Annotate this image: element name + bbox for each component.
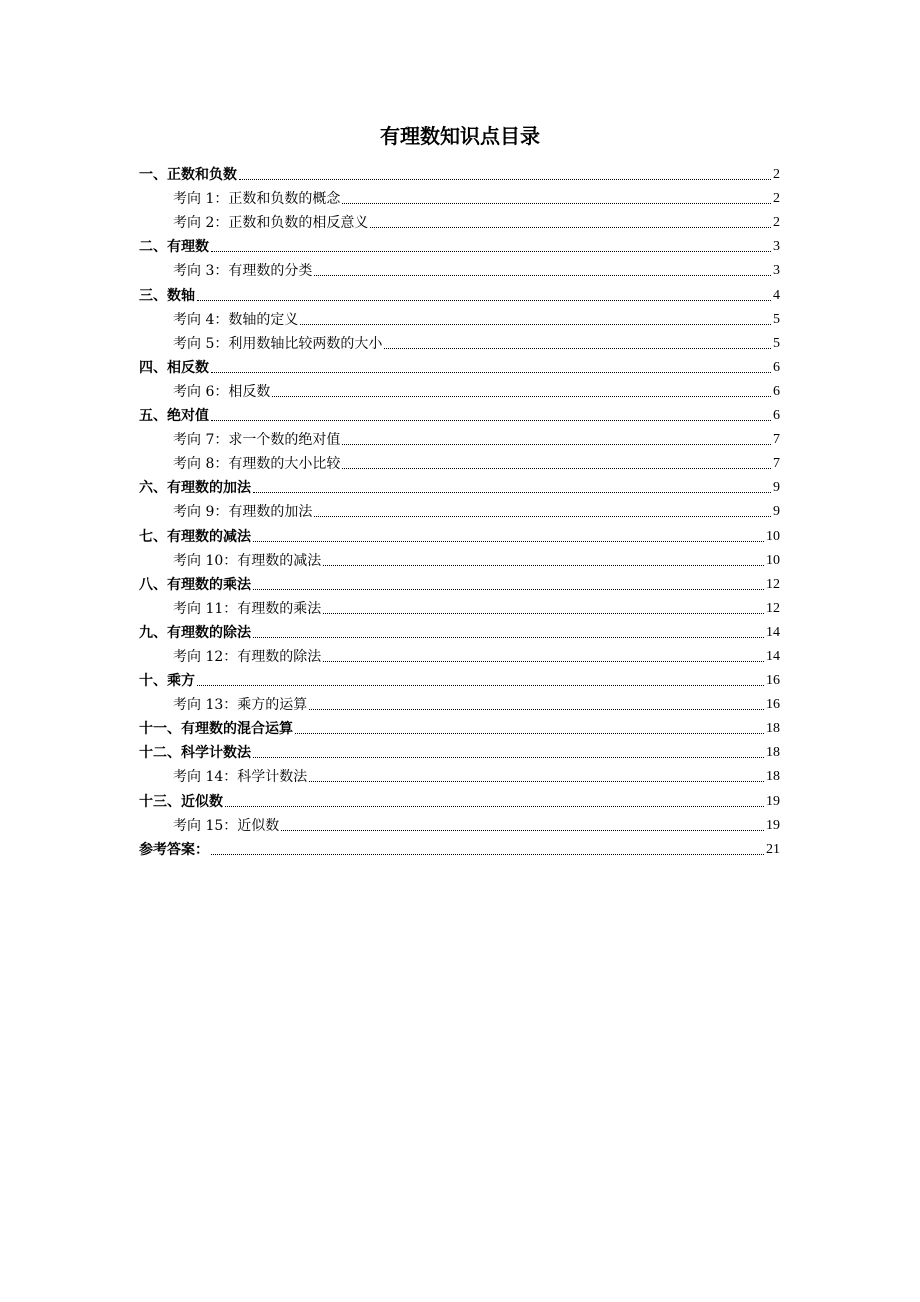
toc-page-number: 14 xyxy=(766,648,780,664)
toc-entry-label: 考向 4：数轴的定义 xyxy=(173,311,299,328)
dot-leader xyxy=(272,395,771,397)
toc-section-entry[interactable] xyxy=(139,835,780,859)
toc-entry-label: 十三、近似数 xyxy=(139,793,223,810)
toc-section-entry[interactable] xyxy=(139,160,780,184)
toc-entry-label: 考向 12：有理数的除法 xyxy=(173,648,322,665)
dot-leader xyxy=(253,588,764,590)
toc-page-number: 18 xyxy=(766,721,780,737)
dot-leader xyxy=(370,226,771,228)
toc-page-number: 2 xyxy=(773,215,780,231)
toc-page-number: 2 xyxy=(773,167,780,183)
toc-section-entry[interactable] xyxy=(139,401,780,425)
toc-section-entry[interactable] xyxy=(139,714,780,738)
toc-entry-label: 考向 2：正数和负数的相反意义 xyxy=(173,215,369,232)
toc-subsection-entry[interactable] xyxy=(139,184,780,208)
toc-subsection-entry[interactable] xyxy=(139,377,780,401)
toc-subsection-entry[interactable] xyxy=(139,594,780,618)
toc-subsection-entry[interactable] xyxy=(139,425,780,449)
toc-entry-label: 参考答案： xyxy=(139,841,209,858)
toc-section-entry[interactable] xyxy=(139,473,780,497)
toc-page-number: 12 xyxy=(766,576,780,592)
toc-entry-label: 七、有理数的减法 xyxy=(139,528,251,545)
toc-subsection-entry[interactable] xyxy=(139,329,780,353)
dot-leader xyxy=(253,491,771,493)
dot-leader xyxy=(211,371,771,373)
toc-entry-label: 考向 1：正数和负数的概念 xyxy=(173,191,341,208)
toc-entry-label: 考向 13：乘方的运算 xyxy=(173,697,308,714)
dot-leader xyxy=(197,299,771,301)
toc-page-number: 6 xyxy=(773,408,780,424)
toc-page-number: 19 xyxy=(766,793,780,809)
toc-subsection-entry[interactable] xyxy=(139,811,780,835)
toc-page-number: 10 xyxy=(766,552,780,568)
toc-page-number: 19 xyxy=(766,817,780,833)
toc-page-number: 3 xyxy=(773,239,780,255)
dot-leader xyxy=(253,540,764,542)
dot-leader xyxy=(314,515,771,517)
toc-subsection-entry[interactable] xyxy=(139,256,780,280)
toc-entry-label: 考向 11：有理数的乘法 xyxy=(173,600,322,617)
toc-page-number: 9 xyxy=(773,480,780,496)
toc-page-number: 6 xyxy=(773,383,780,399)
toc-entry-label: 二、有理数 xyxy=(139,239,209,256)
toc-section-entry[interactable] xyxy=(139,666,780,690)
toc-entry-label: 十二、科学计数法 xyxy=(139,745,251,762)
toc-entry-label: 一、正数和负数 xyxy=(139,167,237,184)
toc-entry-label: 考向 10：有理数的减法 xyxy=(173,552,322,569)
toc-page-number: 7 xyxy=(773,456,780,472)
dot-leader xyxy=(281,829,764,831)
dot-leader xyxy=(225,805,764,807)
dot-leader xyxy=(211,419,771,421)
page-title: 有理数知识点目录 xyxy=(380,124,540,148)
dot-leader xyxy=(323,660,764,662)
toc-section-entry[interactable] xyxy=(139,618,780,642)
dot-leader xyxy=(342,202,771,204)
toc-subsection-entry[interactable] xyxy=(139,449,780,473)
toc-page-number: 2 xyxy=(773,191,780,207)
toc-page-number: 5 xyxy=(773,335,780,351)
toc-section-entry[interactable] xyxy=(139,521,780,545)
toc-page-number: 16 xyxy=(766,697,780,713)
toc-entry-label: 考向 6：相反数 xyxy=(173,383,271,400)
toc-entry-label: 考向 8：有理数的大小比较 xyxy=(173,456,341,473)
toc-entry-label: 十、乘方 xyxy=(139,673,195,690)
toc-page-number: 7 xyxy=(773,432,780,448)
toc-page-number: 5 xyxy=(773,311,780,327)
toc-subsection-entry[interactable] xyxy=(139,546,780,570)
dot-leader xyxy=(323,612,764,614)
toc-page-number: 18 xyxy=(766,769,780,785)
table-of-contents xyxy=(139,160,780,859)
toc-entry-label: 九、有理数的除法 xyxy=(139,624,251,641)
toc-entry-label: 十一、有理数的混合运算 xyxy=(139,721,293,738)
toc-entry-label: 五、绝对值 xyxy=(139,408,209,425)
dot-leader xyxy=(295,732,764,734)
dot-leader xyxy=(314,274,771,276)
toc-page-number: 6 xyxy=(773,359,780,375)
toc-subsection-entry[interactable] xyxy=(139,762,780,786)
toc-page-number: 12 xyxy=(766,600,780,616)
toc-entry-label: 考向 9：有理数的加法 xyxy=(173,504,313,521)
toc-page-number: 16 xyxy=(766,673,780,689)
dot-leader xyxy=(253,756,764,758)
toc-section-entry[interactable] xyxy=(139,280,780,304)
dot-leader xyxy=(239,178,771,180)
toc-entry-label: 考向 14：科学计数法 xyxy=(173,769,308,786)
toc-entry-label: 八、有理数的乘法 xyxy=(139,576,251,593)
dot-leader xyxy=(253,636,764,638)
toc-entry-label: 考向 5：利用数轴比较两数的大小 xyxy=(173,335,383,352)
toc-section-entry[interactable] xyxy=(139,786,780,810)
dot-leader xyxy=(342,467,771,469)
dot-leader xyxy=(323,564,764,566)
dot-leader xyxy=(309,780,764,782)
dot-leader xyxy=(309,708,764,710)
toc-page-number: 4 xyxy=(773,287,780,303)
toc-page-number: 18 xyxy=(766,745,780,761)
toc-entry-label: 考向 7：求一个数的绝对值 xyxy=(173,432,341,449)
toc-entry-label: 考向 3：有理数的分类 xyxy=(173,263,313,280)
dot-leader xyxy=(342,443,771,445)
toc-page-number: 14 xyxy=(766,624,780,640)
dot-leader xyxy=(211,250,771,252)
toc-subsection-entry[interactable] xyxy=(139,642,780,666)
dot-leader xyxy=(211,853,764,855)
toc-section-entry[interactable] xyxy=(139,570,780,594)
dot-leader xyxy=(384,347,771,349)
toc-entry-label: 考向 15：近似数 xyxy=(173,817,280,834)
toc-subsection-entry[interactable] xyxy=(139,305,780,329)
toc-page-number: 10 xyxy=(766,528,780,544)
toc-page-number: 9 xyxy=(773,504,780,520)
toc-section-entry[interactable] xyxy=(139,232,780,256)
dot-leader xyxy=(197,684,764,686)
toc-section-entry[interactable] xyxy=(139,353,780,377)
toc-subsection-entry[interactable] xyxy=(139,497,780,521)
toc-entry-label: 三、数轴 xyxy=(139,287,195,304)
toc-entry-label: 四、相反数 xyxy=(139,359,209,376)
toc-subsection-entry[interactable] xyxy=(139,690,780,714)
toc-entry-label: 六、有理数的加法 xyxy=(139,480,251,497)
toc-page-number: 21 xyxy=(766,841,780,857)
toc-page-number: 3 xyxy=(773,263,780,279)
dot-leader xyxy=(300,323,771,325)
toc-section-entry[interactable] xyxy=(139,738,780,762)
toc-subsection-entry[interactable] xyxy=(139,208,780,232)
